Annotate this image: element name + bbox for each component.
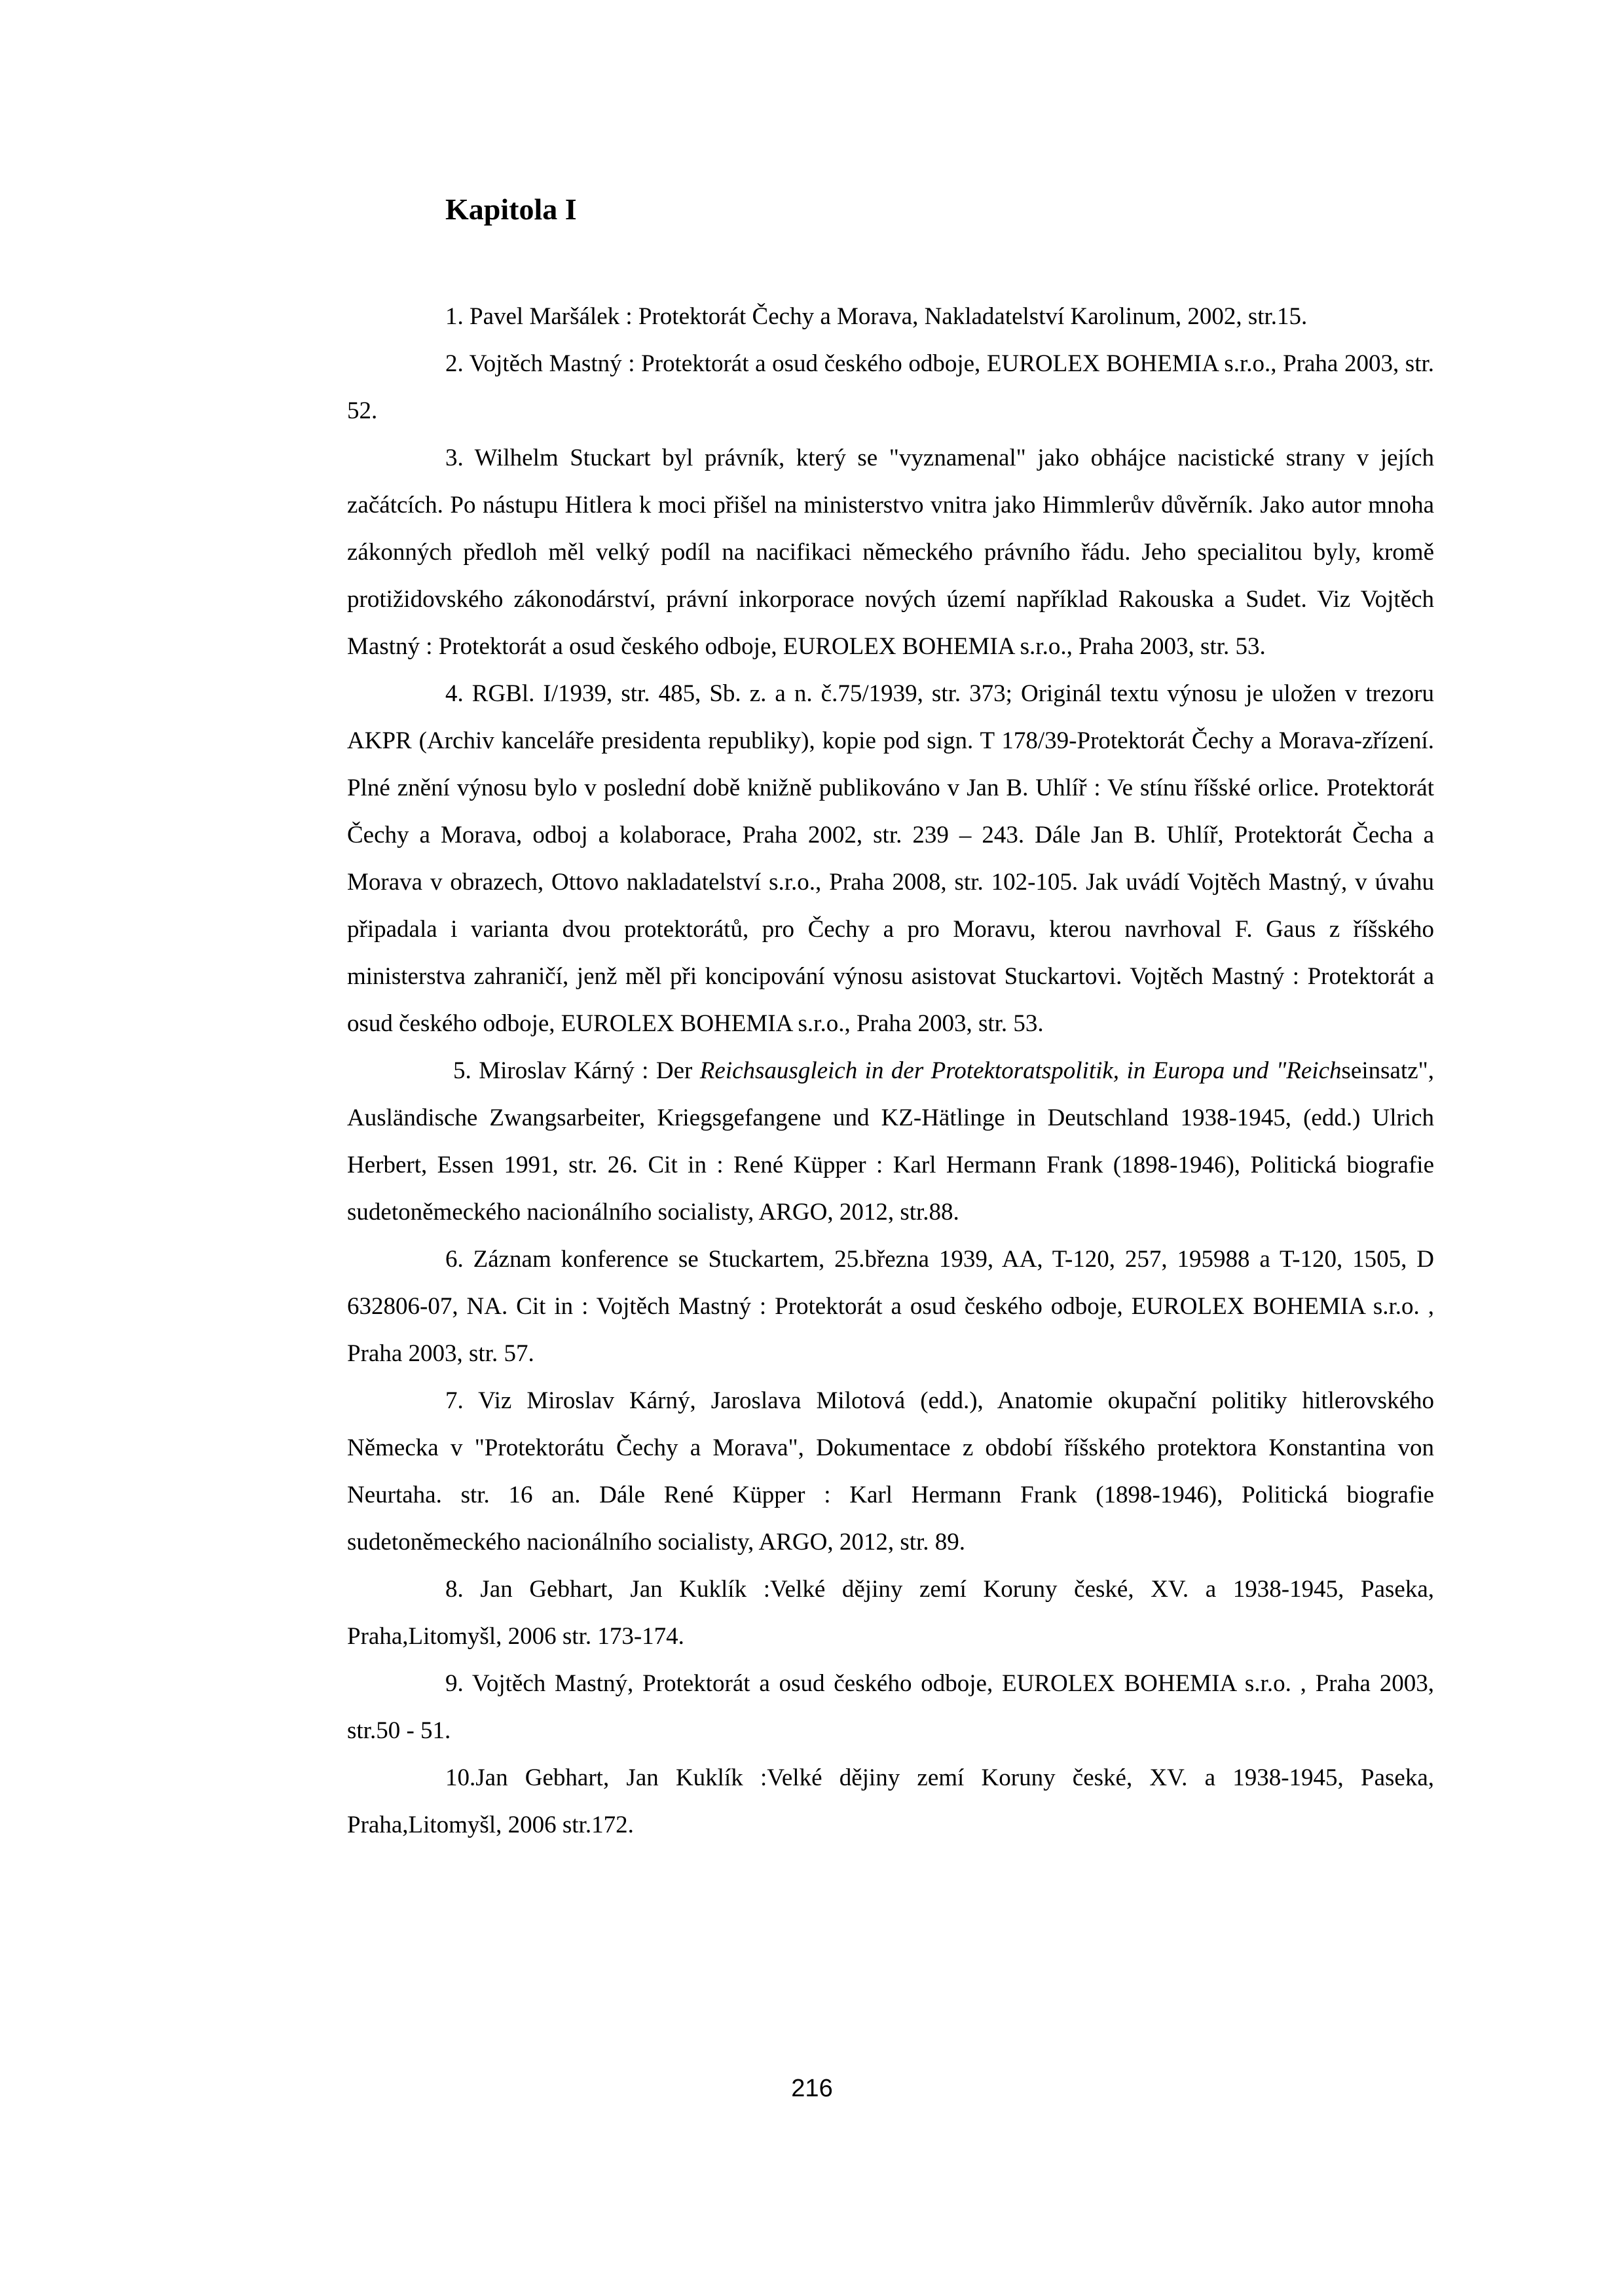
endnote-7: 7. Viz Miroslav Kárný, Jaroslava Milotová (edd.), Anatomie okupační politiky hitlerovského Německa v "Protektorátu Čechy a Morava", Dokumentace z období říšského protektora Konstantina von Neurtaha. str. 16 an. Dále René Küpper : Karl Hermann Frank (1898-1946), Politická biografie sudetoněmeckého nacionálního socialisty, ARGO, 2012, str. 89.: [347, 1387, 1434, 1556]
endnote-2: 2. Vojtěch Mastný : Protektorát a osud českého odboje, EUROLEX BOHEMIA s.r.o., Praha 2003, str. 52.: [347, 350, 1434, 424]
chapter-title: Kapitola I: [445, 192, 577, 226]
endnote-5-italic-title: Reichsausgleich in der Protektoratspolitik, in Europa und "Reich: [699, 1057, 1342, 1084]
endnote-9: 9. Vojtěch Mastný, Protektorát a osud českého odboje, EUROLEX BOHEMIA s.r.o. , Praha 2003, str.50 - 51.: [347, 1670, 1434, 1744]
endnote-4: 4. RGBl. I/1939, str. 485, Sb. z. a n. č.75/1939, str. 373; Originál textu výnosu je uložen v trezoru AKPR (Archiv kanceláře presidenta republiky), kopie pod sign. T 178/39-Protektorát Čechy a Morava-zřízení. Plné znění výnosu bylo v poslední době knižně publikováno v Jan B. Uhlíř : Ve stínu říšské orlice. Protektorát Čechy a Morava, odboj a kolaborace, Praha 2002, str. 239 – 243. Dále Jan B. Uhlíř, Protektorát Čecha a Morava v obrazech, Ottovo nakladatelství s.r.o., Praha 2008, str. 102-105. Jak uvádí Vojtěch Mastný, v úvahu připadala i varianta dvou protektorátů, pro Čechy a pro Moravu, kterou navrhoval F. Gaus z říšského ministerstva zahraničí, jenž měl při koncipování výnosu asistovat Stuckartovi. Vojtěch Mastný : Protektorát a osud českého odboje, EUROLEX BOHEMIA s.r.o., Praha 2003, str. 53.: [347, 680, 1434, 1037]
endnotes-list: [347, 293, 1434, 1849]
endnote-10: 10.Jan Gebhart, Jan Kuklík :Velké dějiny zemí Koruny české, XV. a 1938-1945, Paseka, Praha,Litomyšl, 2006 str.172.: [347, 1764, 1434, 1838]
endnote-1: 1. Pavel Maršálek : Protektorát Čechy a Morava, Nakladatelství Karolinum, 2002, str.15.: [445, 303, 1308, 330]
endnote-5-tail: seinsatz", Ausländische Zwangsarbeiter, Kriegsgefangene und KZ-Hätlinge in Deutschland 1938-1945, (edd.) Ulrich Herbert, Essen 1991, str. 26. Cit in : René Küpper : Karl Hermann Frank (1898-1946), Politická biografie sudetoněmeckého nacionálního socialisty, ARGO, 2012, str.88.: [347, 1057, 1434, 1226]
endnote-6: 6. Záznam konference se Stuckartem, 25.března 1939, AA, T-120, 257, 195988 a T-120, 1505, D 632806-07, NA. Cit in : Vojtěch Mastný : Protektorát a osud českého odboje, EUROLEX BOHEMIA s.r.o. , Praha 2003, str. 57.: [347, 1246, 1434, 1367]
endnote-5: [347, 1048, 1434, 1236]
endnote-3: 3. Wilhelm Stuckart byl právník, který se "vyznamenal" jako obhájce nacistické strany v jejích začátcích. Po nástupu Hitlera k moci přišel na ministerstvo vnitra jako Himmlerův důvěrník. Jako autor mnoha zákonných předloh měl velký podíl na nacifikaci německého právního řádu. Jeho specialitou byly, kromě protižidovského zákonodárství, právní inkorporace nových území například Rakouska a Sudet. Viz Vojtěch Mastný : Protektorát a osud českého odboje, EUROLEX BOHEMIA s.r.o., Praha 2003, str. 53.: [347, 445, 1434, 660]
endnote-5-lead: 5. Miroslav Kárný : Der: [453, 1057, 700, 1084]
endnote-8: 8. Jan Gebhart, Jan Kuklík :Velké dějiny zemí Koruny české, XV. a 1938-1945, Paseka, Praha,Litomyšl, 2006 str. 173-174.: [347, 1576, 1434, 1650]
page-number: 216: [791, 2075, 833, 2102]
